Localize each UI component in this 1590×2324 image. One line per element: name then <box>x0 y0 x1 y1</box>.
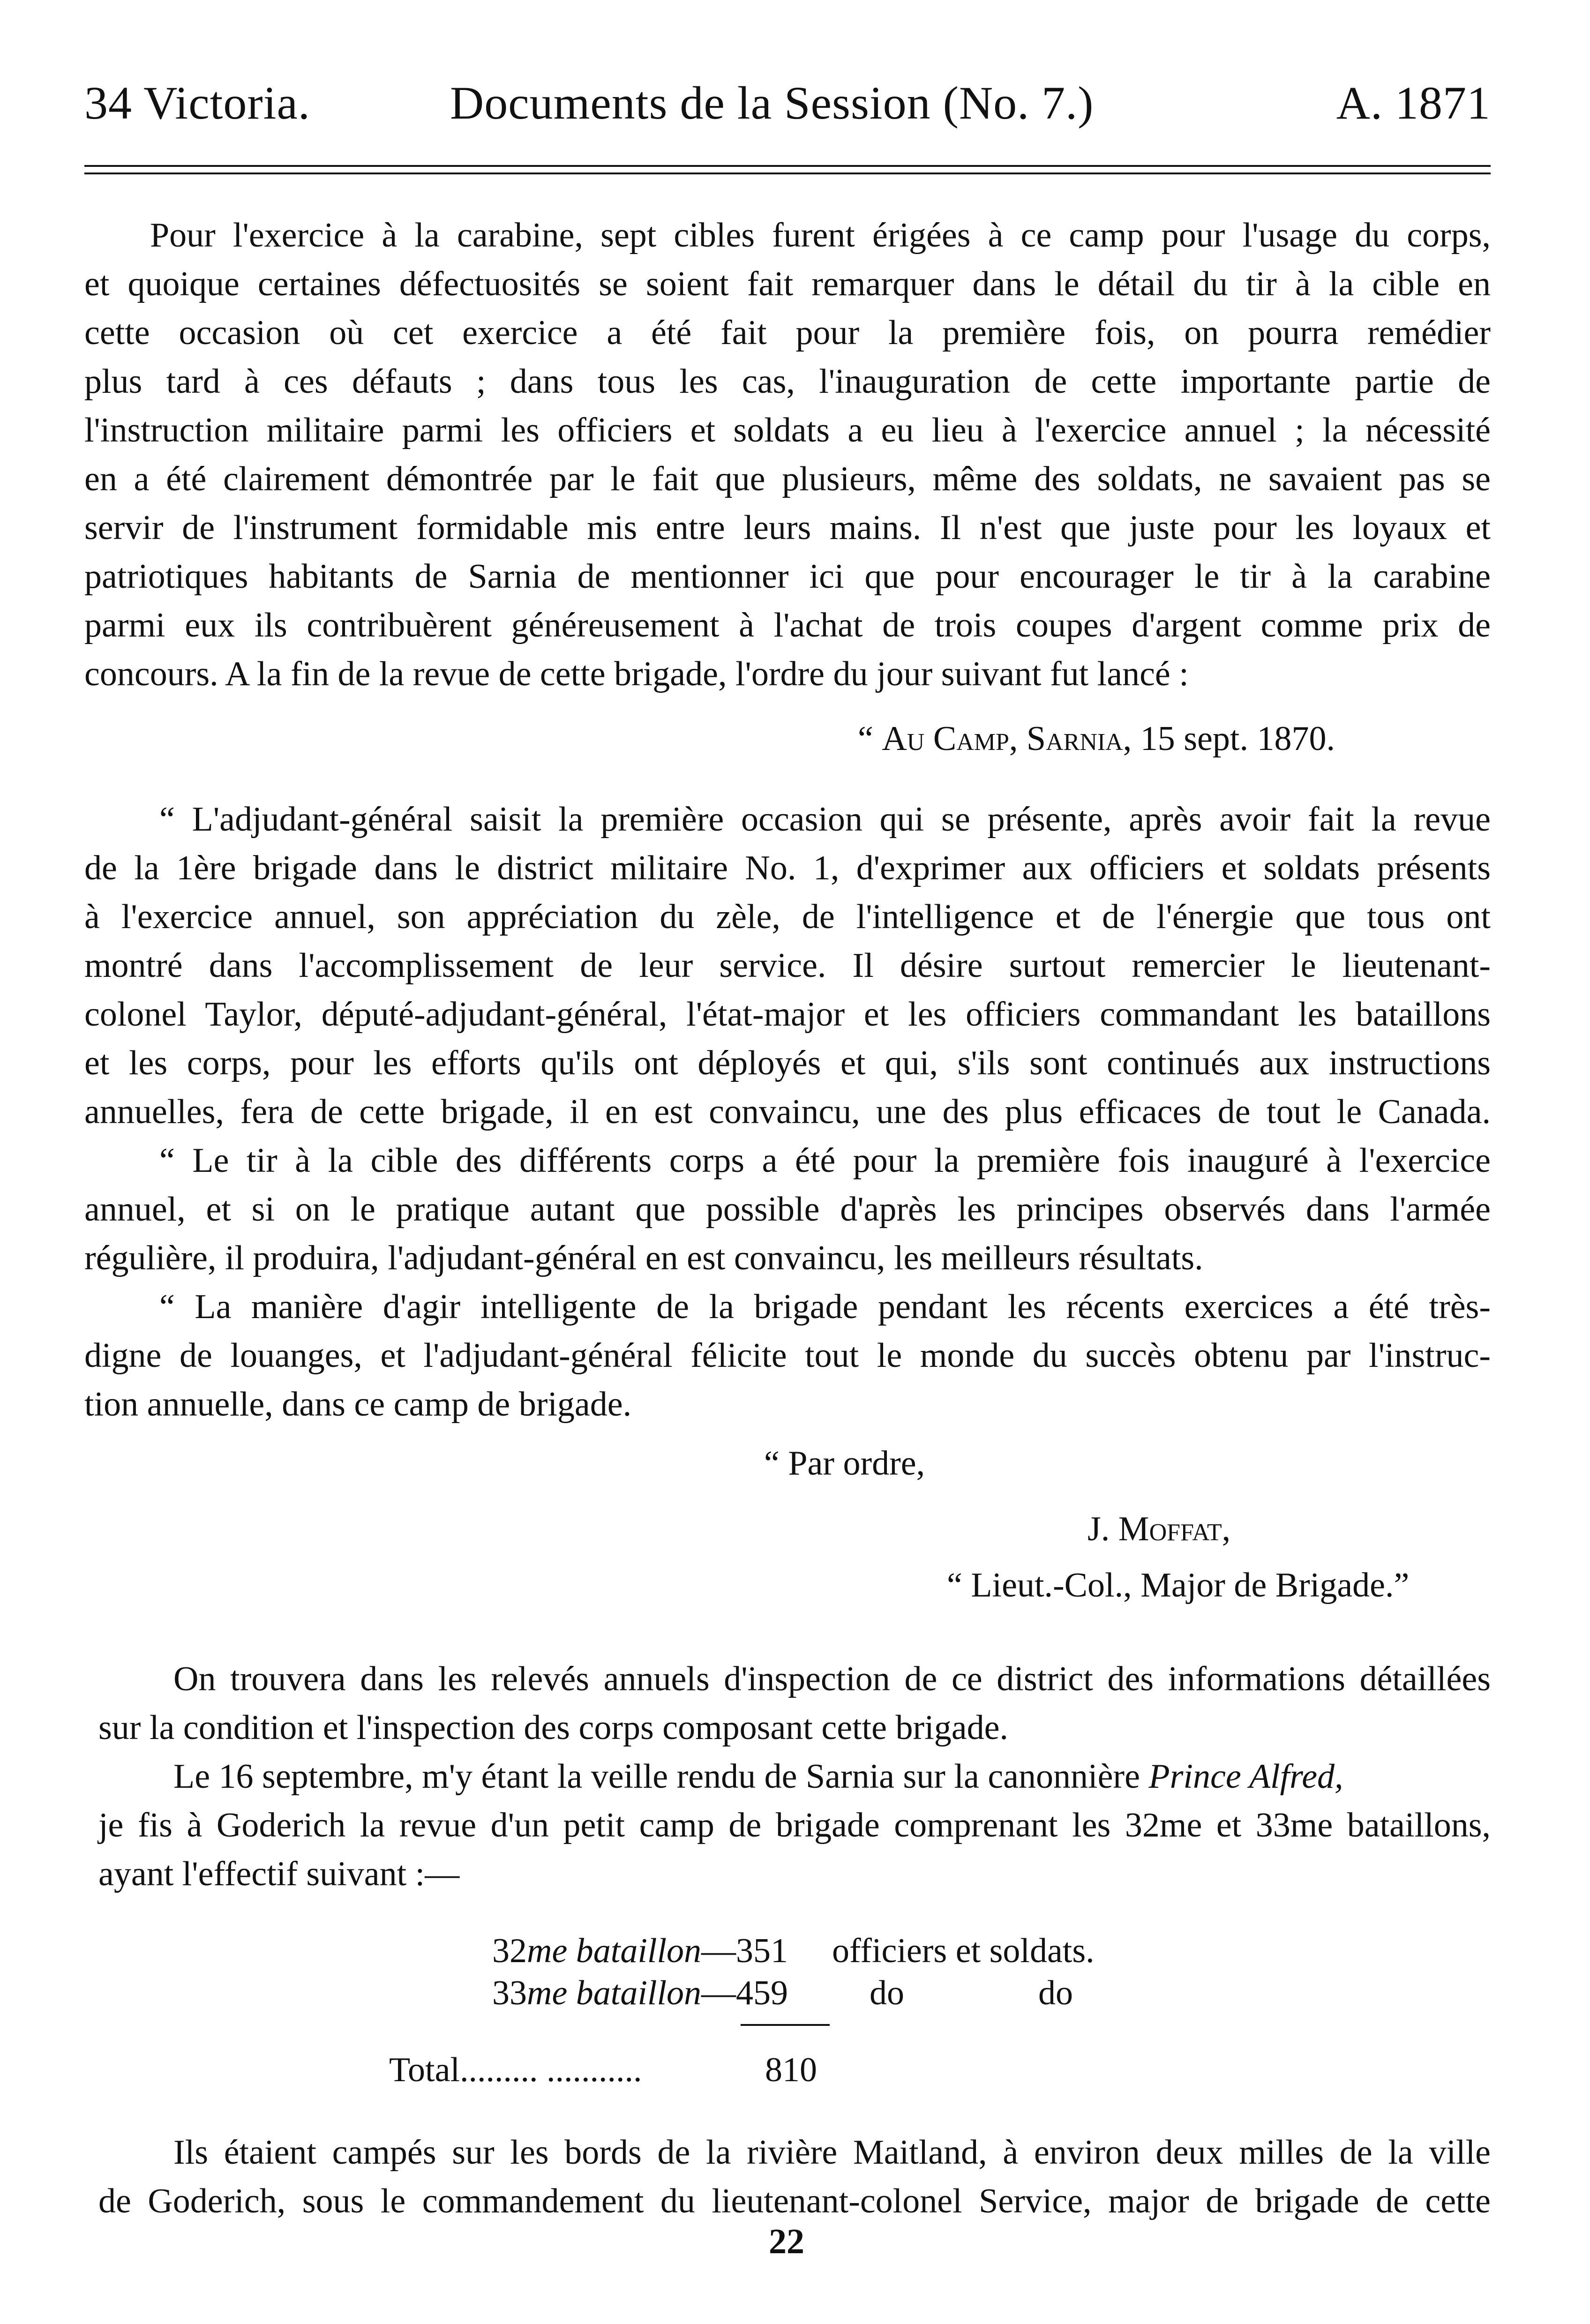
order-dateline: “ Au Camp, Sarnia, 15 sept. 1870. <box>858 720 1335 758</box>
header-session-year: 34 Victoria. <box>84 77 310 129</box>
paragraph-4-line: Ils étaient campés sur les bords de la rivière Maitland, à environ deux milles de la ville <box>173 2133 1491 2172</box>
sum-rule <box>741 2024 830 2026</box>
order-paragraph-line: de la 1ère brigade dans le district militaire No. 1, d'exprimer aux officiers et soldats présents <box>84 849 1491 887</box>
order-paragraph-line: annuel, et si on le pratique autant que possible d'après les principes observés dans l'armée <box>84 1190 1491 1229</box>
running-header <box>84 70 1491 136</box>
order-paragraph-line: colonel Taylor, député-adjudant-général, l'état-major et les officiers commandant les bataillons <box>84 995 1491 1034</box>
table-cell-ditto: do <box>1038 1974 1073 2012</box>
header-title: Documents de la Session (No. 7.) <box>450 77 1094 129</box>
order-paragraph-line: “ La manière d'agir intelligente de la brigade pendant les récents exercices a été très- <box>159 1288 1491 1326</box>
paragraph-1-line: Pour l'exercice à la carabine, sept cibles furent érigées à ce camp pour l'usage du corps, <box>150 216 1491 255</box>
paragraph-4-line: de Goderich, sous le commandement du lieutenant-colonel Service, major de brigade de cette <box>98 2182 1491 2220</box>
par-ordre: “ Par ordre, <box>764 1444 925 1483</box>
table-row: 33me bataillon—459 <box>492 1974 788 2012</box>
paragraph-1-line: concours. A la fin de la revue de cette brigade, l'ordre du jour suivant fut lancé : <box>84 655 1189 693</box>
paragraph-3-line: je fis à Goderich la revue d'un petit camp de brigade comprenant les 32me et 33me bataillons, <box>98 1806 1491 1844</box>
paragraph-1-line: cette occasion où cet exercice a été fait pour la première fois, on pourra remédier <box>84 314 1491 352</box>
header-rule-bottom <box>84 172 1491 174</box>
page-number: 22 <box>769 2222 804 2261</box>
paragraph-3-line: ayant l'effectif suivant :— <box>98 1855 460 1893</box>
paragraph-1-line: l'instruction militaire parmi les officiers et soldats a eu lieu à l'exercice annuel ; la nécessité <box>84 411 1491 450</box>
order-paragraph-line: régulière, il produira, l'adjudant-général en est convaincu, les meilleurs résultats. <box>84 1239 1203 1277</box>
total-label: Total......... ........... <box>389 2051 642 2089</box>
header-year: A. 1871 <box>1336 77 1491 129</box>
order-paragraph-line: tion annuelle, dans ce camp de brigade. <box>84 1385 632 1424</box>
paragraph-1-line: patriotiques habitants de Sarnia de mentionner ici que pour encourager le tir à la carabine <box>84 557 1491 596</box>
order-paragraph-line: “ Le tir à la cible des différents corps a été pour la première fois inauguré à l'exercice <box>159 1141 1491 1180</box>
order-paragraph-line: digne de louanges, et l'adjudant-général félicite tout le monde du succès obtenu par l'instruc- <box>84 1336 1491 1375</box>
paragraph-1-line: en a été clairement démontrée par le fait que plusieurs, même des soldats, ne savaient pas se <box>84 460 1491 498</box>
paragraph-3-line: Le 16 septembre, m'y étant la veille rendu de Sarnia sur la canonnière Prince Alfred, <box>173 1757 1343 1796</box>
total-value: 810 <box>765 2051 817 2089</box>
order-paragraph-line: à l'exercice annuel, son appréciation du zèle, de l'intelligence et de l'énergie que tous ont <box>84 898 1491 936</box>
order-paragraph-line: montré dans l'accomplissement de leur service. Il désire surtout remercier le lieutenant- <box>84 946 1491 985</box>
order-paragraph-line: “ L'adjudant-général saisit la première occasion qui se présente, après avoir fait la revue <box>159 800 1491 839</box>
paragraph-1-line: et quoique certaines défectuosités se soient fait remarquer dans le détail du tir à la cible en <box>84 265 1491 303</box>
paragraph-1-line: parmi eux ils contribuèrent généreusement à l'achat de trois coupes d'argent comme prix de <box>84 606 1491 645</box>
ship-name: Prince Alfred, <box>1148 1757 1343 1796</box>
paragraph-2-line: sur la condition et l'inspection des corps composant cette brigade. <box>98 1709 1008 1747</box>
order-paragraph-line: et les corps, pour les efforts qu'ils ont déployés et qui, s'ils sont continués aux instructions <box>84 1044 1491 1082</box>
signer-title: “ Lieut.-Col., Major de Brigade.” <box>947 1566 1410 1604</box>
paragraph-1-line: servir de l'instrument formidable mis entre leurs mains. Il n'est que juste pour les loyaux et <box>84 509 1491 547</box>
table-cell-unit: officiers et soldats. <box>832 1932 1095 1970</box>
paragraph-2-line: On trouvera dans les relevés annuels d'inspection de ce district des informations détaillées <box>173 1660 1491 1698</box>
table-cell-ditto: do <box>870 1974 904 2012</box>
signer-name: J. Moffat, <box>1088 1510 1231 1548</box>
table-row: 32me bataillon—351 <box>492 1932 788 1970</box>
order-paragraph-line: annuelles, fera de cette brigade, il en est convaincu, une des plus efficaces de tout le Canada. <box>84 1093 1491 1131</box>
header-rule-top <box>84 165 1491 167</box>
paragraph-1-line: plus tard à ces défauts ; dans tous les cas, l'inauguration de cette importante partie de <box>84 362 1491 401</box>
